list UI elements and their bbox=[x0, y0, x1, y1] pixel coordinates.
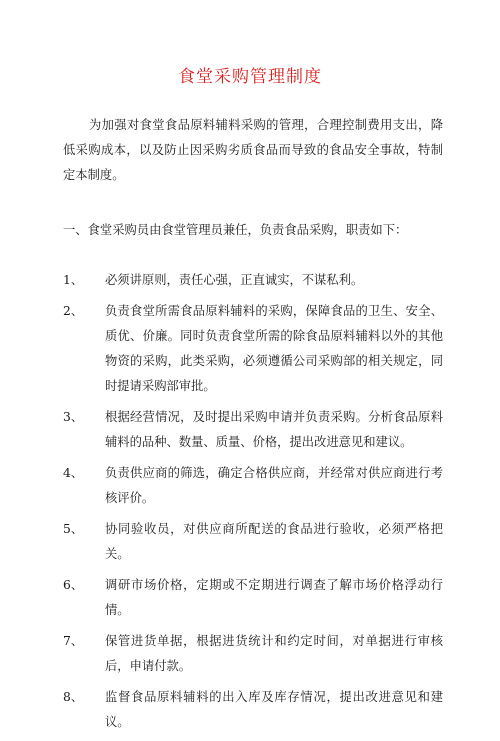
item-number: 4、 bbox=[63, 466, 84, 480]
item-number: 1、 bbox=[63, 273, 84, 287]
list-item bbox=[63, 299, 443, 399]
item-text: 负责供应商的筛选，确定合格供应商，并经常对供应商进行考核评价。 bbox=[105, 466, 443, 505]
item-text: 必须讲原则，责任心强，正直诚实，不谋私利。 bbox=[105, 273, 364, 287]
section-heading: 一、食堂采购员由食堂管理员兼任，负责食品采购，职责如下： bbox=[63, 223, 408, 237]
item-text: 保管进货单据，根据进货统计和约定时间，对单据进行审核后，申请付款。 bbox=[105, 634, 443, 673]
item-text: 调研市场价格，定期或不定期进行调查了解市场价格浮动行情。 bbox=[105, 578, 443, 617]
item-text: 监督食品原料辅料的出入库及库存情况，提出改进意见和建议。 bbox=[105, 690, 443, 729]
intro-paragraph: 为加强对食堂食品原料辅料采购的管理，合理控制费用支出，降低采购成本，以及防止因采购劣质食品而导致的食品安全事故，特制定本制度。 bbox=[63, 118, 443, 182]
list-item bbox=[63, 461, 443, 511]
item-number: 8、 bbox=[63, 690, 84, 704]
list-item bbox=[63, 685, 443, 735]
item-number: 5、 bbox=[63, 522, 84, 536]
item-number: 7、 bbox=[63, 634, 84, 648]
list-item bbox=[63, 405, 443, 455]
document-title: 食堂采购管理制度 bbox=[178, 67, 322, 87]
item-number: 2、 bbox=[63, 304, 84, 318]
item-text: 根据经营情况，及时提出采购申请并负责采购。分析食品原料辅料的品种、数量、质量、价格，提出改进意见和建议。 bbox=[105, 410, 443, 449]
list-item bbox=[63, 517, 443, 567]
item-text: 负责食堂所需食品原料辅料的采购，保障食品的卫生、安全、质优、价廉。同时负责食堂所需的除食品原料辅料以外的其他物资的采购，此类采购，必须遵循公司采购部的相关规定，同时提请采购部审批。 bbox=[105, 304, 443, 393]
list-item bbox=[63, 629, 443, 679]
list-item bbox=[63, 573, 443, 623]
item-number: 6、 bbox=[63, 578, 84, 592]
item-number: 3、 bbox=[63, 410, 84, 424]
item-text: 协同验收员，对供应商所配送的食品进行验收，必须严格把关。 bbox=[105, 522, 443, 561]
duty-list bbox=[63, 268, 443, 741]
list-item bbox=[63, 268, 443, 293]
